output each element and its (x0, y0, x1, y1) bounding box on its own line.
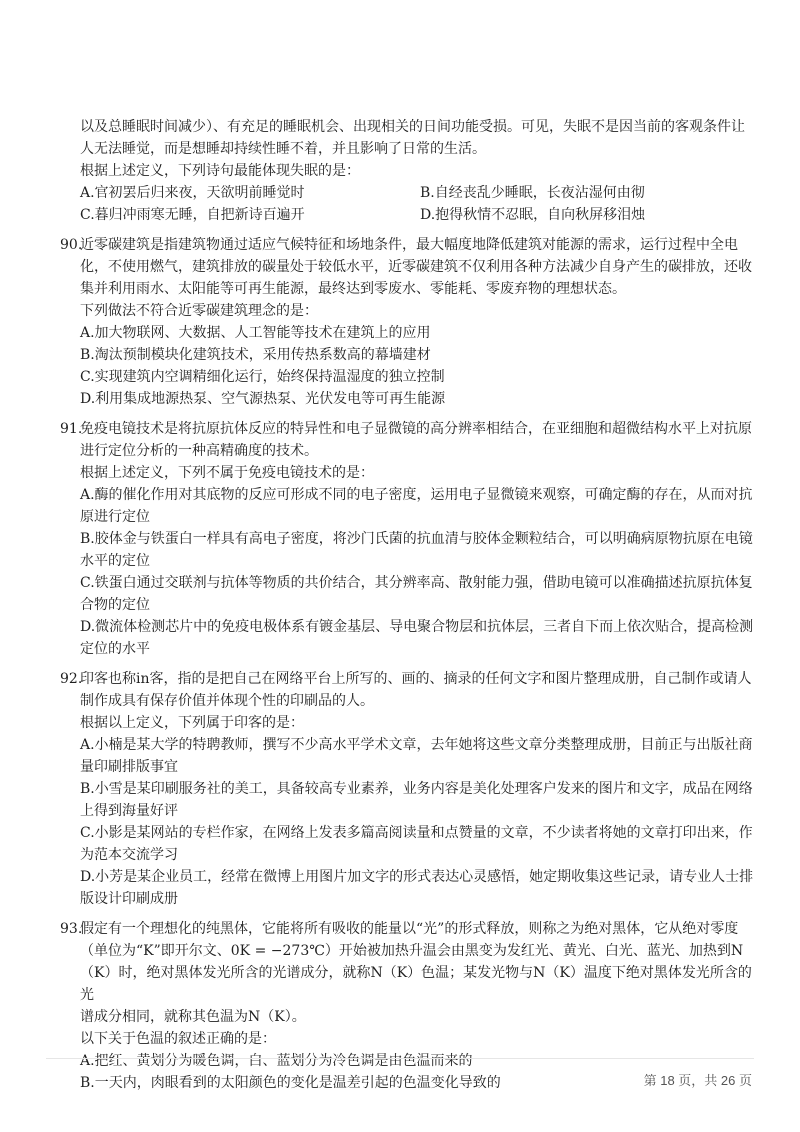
option-line: 量印刷排版事宜 (80, 759, 178, 775)
question-stem-line: 制作成具有保存价值并体现个性的印刷品的人。 (80, 693, 374, 709)
option-a (80, 322, 760, 344)
option-b: B.自经丧乱少睡眠，长夜沾湿何由彻 (420, 185, 645, 201)
question-stem-line: 印客也称in客，指的是把自己在网络平台上所写的、画的、摘录的任何文字和图片整理成册，自己制作或请人 (80, 671, 752, 687)
question-stem-line: 免疫电镜技术是将抗原抗体反应的特异性和电子显微镜的高分辨率相结合，在亚细胞和超微结构水平上对抗原 (80, 421, 752, 437)
option-a: A.官初罢后归来夜，天欲明前睡觉时 (80, 185, 305, 201)
question-90 (60, 234, 760, 410)
question-number: 93. (60, 921, 83, 937)
option-a (80, 1050, 760, 1072)
option-line: D.小芳是某企业员工，经常在微博上用图片加文字的形式表达心灵感悟，她定期收集这些记录，请专业人士排 (80, 869, 754, 885)
option-line: B.一天内，肉眼看到的太阳颜色的变化是温差引起的色温变化导致的 (80, 1075, 501, 1091)
question-stem-line: 进行定位分析的一种高精确度的技术。 (80, 443, 318, 459)
question-prompt: 根据以上定义，下列属于印客的是： (80, 715, 304, 731)
option-d (80, 866, 760, 910)
page-number: 第 18 页，共 26 页 (643, 1073, 752, 1088)
option-d: D.抱得秋情不忍眠，自向秋屏移泪烛 (420, 207, 646, 223)
option-a (80, 484, 760, 528)
intro-line: 以及总睡眠时间减少）、有充足的睡眠机会、出现相关的日间功能受损。可见，失眠不是因当前的客观条件让 (80, 119, 745, 135)
question-stem-line: 近零碳建筑是指建筑物通过适应气候特征和场地条件，最大幅度地降低建筑对能源的需求，运行过程中全电 (80, 237, 738, 253)
option-line: A.酶的催化作用对其底物的反应可形成不同的电子密度，运用电子显微镜来观察，可确定酶的存在，从而对抗 (80, 487, 753, 503)
question-number: 91. (60, 421, 83, 437)
question-stem-line: 集并利用雨水、太阳能等可再生能源，最终达到零废水、零能耗、零废弃物的理想状态。 (80, 281, 626, 297)
option-line: C.实现建筑内空调精细化运行，始终保持温湿度的独立控制 (80, 369, 445, 385)
option-d (80, 616, 760, 660)
option-b (80, 778, 760, 822)
question-93 (60, 918, 760, 1094)
option-line: A.加大物联网、大数据、人工智能等技术在建筑上的应用 (80, 325, 431, 341)
page-content (60, 116, 760, 1094)
option-line: 水平的定位 (80, 553, 150, 569)
option-c (80, 822, 760, 866)
question-stem-line: 谱成分相同，就称其色温为N（K）。 (80, 1009, 306, 1025)
option-line: B.小雪是某印刷服务社的美工，具备较高专业素养，业务内容是美化处理客户发来的图片和文字，成品在网络 (80, 781, 753, 797)
option-c (80, 366, 760, 388)
option-c: C.暮归冲雨寒无睡，自把新诗百遍开 (80, 207, 305, 223)
question-stem-line: 假定有一个理想化的纯黑体，它能将所有吸收的能量以“光”的形式释放，则称之为绝对黑体，它从绝对零度 (80, 921, 739, 937)
option-line: C.铁蛋白通过交联剂与抗体等物质的共价结合，其分辨率高、散射能力强，借助电镜可以准确描述抗原抗体复 (80, 575, 753, 591)
question-list (60, 234, 760, 1094)
option-line: D.利用集成地源热泵、空气源热泵、光伏发电等可再生能源 (80, 391, 446, 407)
question-stem-line: （单位为“K”即开尔文、0K = −273℃）开始被加热升温会由黑变为发红光、黄光、白光、蓝光、加热到N (80, 943, 744, 959)
option-line: A.把红、黄划分为暖色调，白、蓝划分为冷色调是由色温而来的 (80, 1053, 473, 1069)
option-line: C.小影是某网站的专栏作家，在网络上发表多篇高阅读量和点赞量的文章，不少读者将她的文章打印出来，作 (80, 825, 753, 841)
question-number: 92. (60, 671, 83, 687)
option-line: B.胶体金与铁蛋白一样具有高电子密度，将沙门氏菌的抗血清与胶体金颗粒结合，可以明确病原物抗原在电镜 (80, 531, 753, 547)
option-line: D.微流体检测芯片中的免疫电极体系有镀金基层、导电聚合物层和抗体层，三者自下而上依次贴合，提高检测 (80, 619, 754, 635)
question-91 (60, 418, 760, 660)
option-d (80, 388, 760, 410)
footer-divider (46, 1058, 754, 1059)
question-92 (60, 668, 760, 910)
option-line: 合物的定位 (80, 597, 150, 613)
option-line: 定位的水平 (80, 641, 150, 657)
option-b (80, 528, 760, 572)
option-line: A.小楠是某大学的特聘教师，撰写不少高水平学术文章，去年她将这些文章分类整理成册，目前正与出版社商 (80, 737, 753, 753)
options-grid (60, 182, 760, 226)
option-line: 原进行定位 (80, 509, 150, 525)
question-prompt: 根据上述定义，下列不属于免疫电镜技术的是： (80, 465, 374, 481)
option-a (80, 734, 760, 778)
option-b (80, 344, 760, 366)
question-prompt: 以下关于色温的叙述正确的是： (80, 1031, 276, 1047)
intro-line: 人无法睡觉，而是想睡却持续性睡不着，并且影响了日常的生活。 (80, 141, 486, 157)
question-stem-line: 化，不使用燃气，建筑排放的碳量处于较低水平，近零碳建筑不仅利用各种方法减少自身产生的碳排放，还收 (80, 259, 752, 275)
question-number: 90. (60, 237, 83, 253)
option-line: 上得到海量好评 (80, 803, 178, 819)
option-line: 为范本交流学习 (80, 847, 178, 863)
question-stem-line: （K）时，绝对黑体发光所含的光谱成分，就称N（K）色温；某发光物与N（K）温度下绝对黑体发光所含的光 (80, 965, 752, 1003)
question-89-continuation (60, 116, 760, 226)
option-line: B.淘汰预制模块化建筑技术，采用传热系数高的幕墙建材 (80, 347, 431, 363)
option-c (80, 572, 760, 616)
question-prompt: 根据上述定义，下列诗句最能体现失眠的是： (80, 163, 360, 179)
question-prompt: 下列做法不符合近零碳建筑理念的是： (80, 303, 318, 319)
option-line: 版设计印刷成册 (80, 891, 178, 907)
